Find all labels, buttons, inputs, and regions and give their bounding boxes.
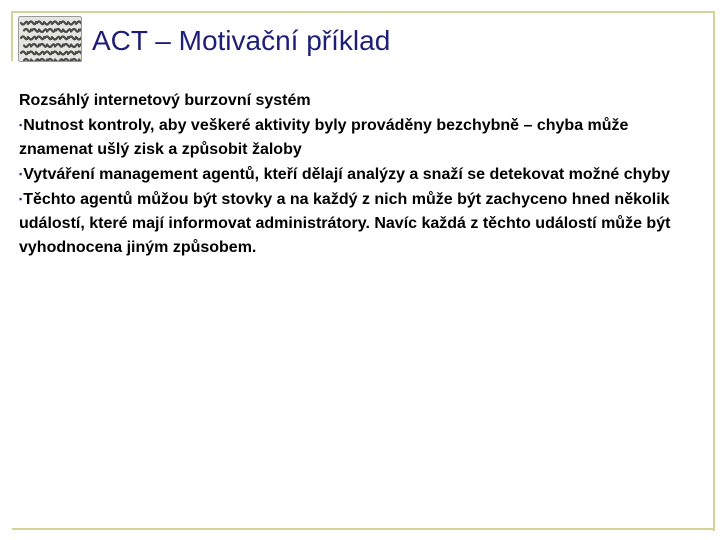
- bullet-text: Nutnost kontroly, aby veškeré aktivity byly prováděny bezchybně – chyba může znamenat ušlý zisk a způsobit žaloby: [19, 117, 629, 158]
- bullet-item: [19, 162, 699, 187]
- bullet-text: Vytváření management agentů, kteří dělají analýzy a snaží se detekovat možné chyby: [23, 166, 670, 183]
- bullet-icon: ▪: [19, 169, 23, 179]
- bullet-item: [19, 187, 699, 260]
- slide-title: ACT – Motivační příklad: [92, 25, 391, 56]
- slide-frame-left: [11, 11, 13, 61]
- slide-frame-bottom: [12, 528, 715, 530]
- slide-frame-top: [11, 11, 715, 13]
- bullet-icon: ▪: [19, 194, 23, 204]
- bullet-icon: ▪: [19, 120, 23, 130]
- slide-frame-right: [713, 11, 715, 531]
- bullet-text: Těchto agentů můžou být stovky a na každý z nich může být zachyceno hned několik událostí, které mají informovat administrátory. Navíc každá z těchto událostí může být vyhodnocena jiným způsobem.: [19, 191, 671, 256]
- intro-text: Rozsáhlý internetový burzovní systém: [19, 92, 311, 109]
- bullet-item: [19, 113, 699, 162]
- logo-icon: [18, 16, 82, 62]
- slide-body: [19, 89, 699, 260]
